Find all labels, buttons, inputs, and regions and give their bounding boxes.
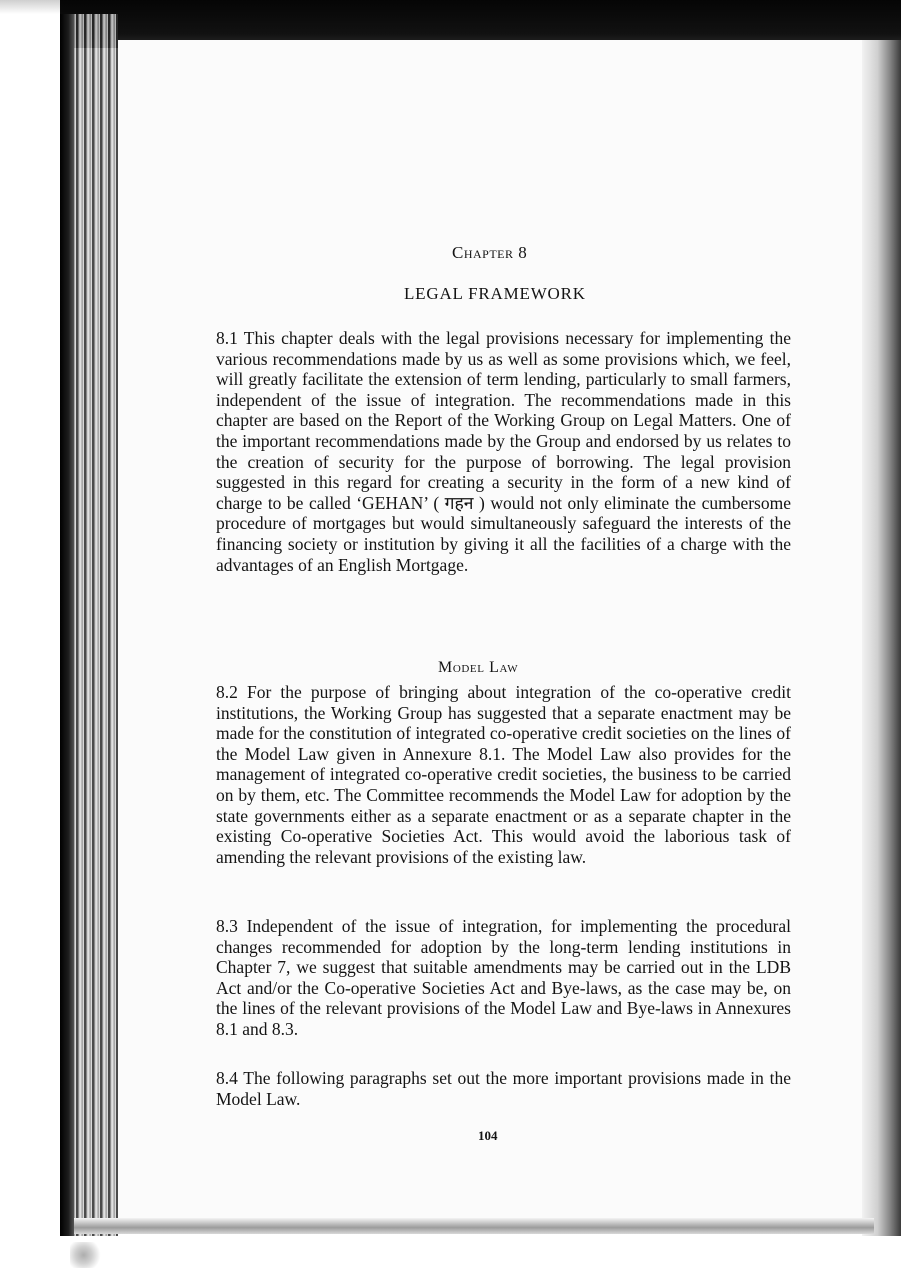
scan-speck (70, 1242, 104, 1268)
scan-top-fade (0, 0, 60, 14)
page-number: 104 (478, 1128, 498, 1143)
chapter-label: Chapter 8 (452, 243, 528, 262)
paragraph-8-4: 8.4 The following paragraphs set out the more important provisions made in the Model Law. (216, 1068, 791, 1109)
section-heading: Model Law (438, 659, 519, 676)
page-bottom-edge (74, 1218, 874, 1234)
paragraph-8-3: 8.3 Independent of the issue of integration, for implementing the procedural changes recommended for adoption by the long-term lending institutions in Chapter 7, we suggest that suitable amendments may be carried out in the LDB Act and/or the Co-operative Societies Act and Bye-laws, as the case may be, on the lines of the relevant provisions of the Model Law and Bye-laws in Annexures 8.1 and 8.3. (216, 916, 791, 1039)
paragraph-8-1: 8.1 This chapter deals with the legal provisions necessary for implementing the various recommendations made by us as well as some provisions which, we feel, will greatly facilitate the extension of term lending, particularly to small farmers, independent of the issue of integration. The recommendations made in this chapter are based on the Report of the Working Group on Legal Matters. One of the important recommendations made by the Group and endorsed by us relates to the creation of security for the purpose of borrowing. The legal provision suggested in this regard for creating a security in the form of a new kind of charge to be called ‘GEHAN’ ( गहन ) would not only eliminate the cumbersome procedure of mortgages but would simultaneously safeguard the interests of the financing society or institution by giving it all the facilities of a charge with the advantages of an English Mortgage. (216, 328, 791, 575)
page-right-edge (862, 40, 901, 1236)
book-page (118, 40, 862, 1218)
chapter-title: LEGAL FRAMEWORK (404, 284, 586, 303)
book-spine-shadow (60, 14, 74, 1236)
paragraph-8-2: 8.2 For the purpose of bringing about integration of the co-operative credit institutions, the Working Group has suggested that a separate enactment may be made for the constitution of integrated co-operative credit societies on the lines of the Model Law given in Annexure 8.1. The Model Law also provides for the management of integrated co-operative credit societies, the business to be carried on by them, etc. The Committee recommends the Model Law for adoption by the state governments either as a separate enactment or as a separate chapter in the existing Co-operative Societies Act. This would avoid the laborious task of amending the relevant provisions of the existing law. (216, 682, 791, 867)
